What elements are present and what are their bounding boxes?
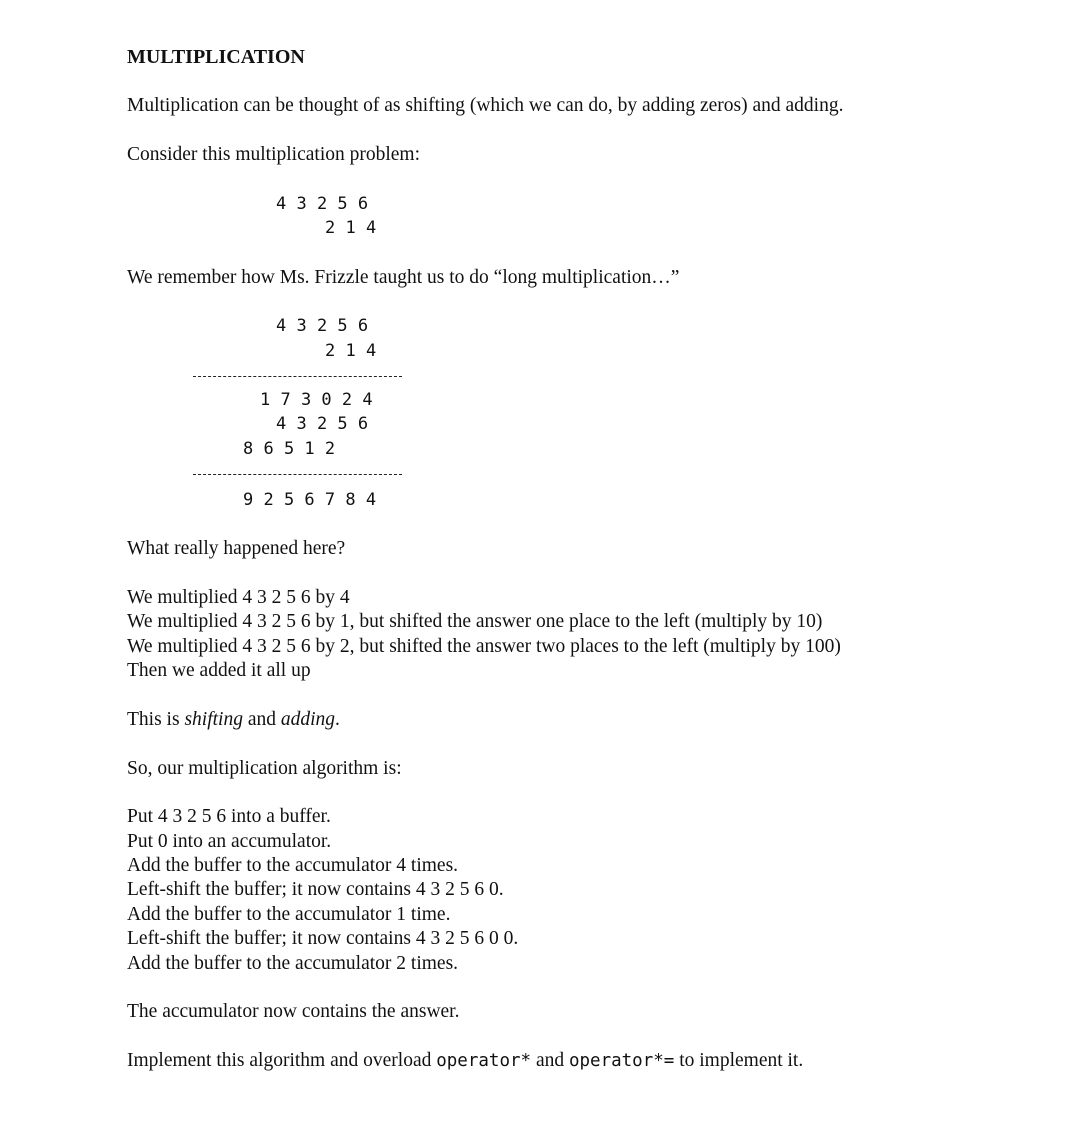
explanation-line: We multiplied 4 3 2 5 6 by 2, but shifted the answer two places to the left (multiply by 100) bbox=[127, 636, 841, 657]
explanation-line: We multiplied 4 3 2 5 6 by 1, but shifted the answer one place to the left (multiply by 10) bbox=[127, 611, 823, 632]
separator-line bbox=[193, 376, 402, 377]
remember-paragraph: We remember how Ms. Frizzle taught us to do “long multiplication…” bbox=[127, 267, 680, 288]
problem-multiplier: 2 1 4 bbox=[325, 218, 377, 238]
algorithm-step: Left-shift the buffer; it now contains 4 3 2 5 6 0. bbox=[127, 879, 504, 900]
partial-product: 8 6 5 1 2 bbox=[243, 439, 336, 459]
long-mult-multiplier: 2 1 4 bbox=[325, 341, 377, 361]
question-paragraph: What really happened here? bbox=[127, 538, 346, 559]
operator-multiply-code: operator* bbox=[436, 1051, 532, 1071]
shifting-adding-sentence bbox=[127, 708, 340, 733]
partial-product: 1 7 3 0 2 4 bbox=[260, 390, 373, 410]
long-mult-result: 9 2 5 6 7 8 4 bbox=[243, 490, 377, 510]
explanation-line: Then we added it all up bbox=[127, 660, 311, 681]
sentence-text: and bbox=[531, 1050, 569, 1071]
operator-multiply-assign-code: operator*= bbox=[568, 1051, 675, 1071]
algorithm-step: Put 0 into an accumulator. bbox=[127, 831, 332, 852]
sentence-text: Implement this algorithm and overload bbox=[127, 1050, 437, 1071]
conclusion-paragraph: The accumulator now contains the answer. bbox=[127, 1001, 460, 1022]
sentence-text: to implement it. bbox=[674, 1050, 804, 1071]
separator-line bbox=[193, 474, 402, 475]
sentence-text: and bbox=[242, 709, 281, 730]
implement-paragraph bbox=[127, 1049, 803, 1074]
page-title: MULTIPLICATION bbox=[127, 46, 305, 68]
sentence-text: . bbox=[335, 709, 340, 730]
emphasis-adding: adding bbox=[280, 709, 336, 730]
explanation-line: We multiplied 4 3 2 5 6 by 4 bbox=[127, 587, 350, 608]
intro-paragraph: Multiplication can be thought of as shifting (which we can do, by adding zeros) and adding. bbox=[127, 95, 844, 116]
algorithm-step: Add the buffer to the accumulator 4 times. bbox=[127, 855, 459, 876]
consider-paragraph: Consider this multiplication problem: bbox=[127, 144, 421, 165]
sentence-text: This is bbox=[127, 709, 185, 730]
partial-product: 4 3 2 5 6 bbox=[276, 414, 369, 434]
algorithm-step: Add the buffer to the accumulator 2 times. bbox=[127, 953, 459, 974]
problem-multiplicand: 4 3 2 5 6 bbox=[276, 194, 369, 214]
long-mult-multiplicand: 4 3 2 5 6 bbox=[276, 316, 369, 336]
algorithm-step: Left-shift the buffer; it now contains 4 3 2 5 6 0 0. bbox=[127, 928, 519, 949]
algorithm-step: Add the buffer to the accumulator 1 time. bbox=[127, 904, 451, 925]
algorithm-intro: So, our multiplication algorithm is: bbox=[127, 758, 402, 779]
algorithm-step: Put 4 3 2 5 6 into a buffer. bbox=[127, 806, 331, 827]
emphasis-shifting: shifting bbox=[184, 709, 243, 730]
